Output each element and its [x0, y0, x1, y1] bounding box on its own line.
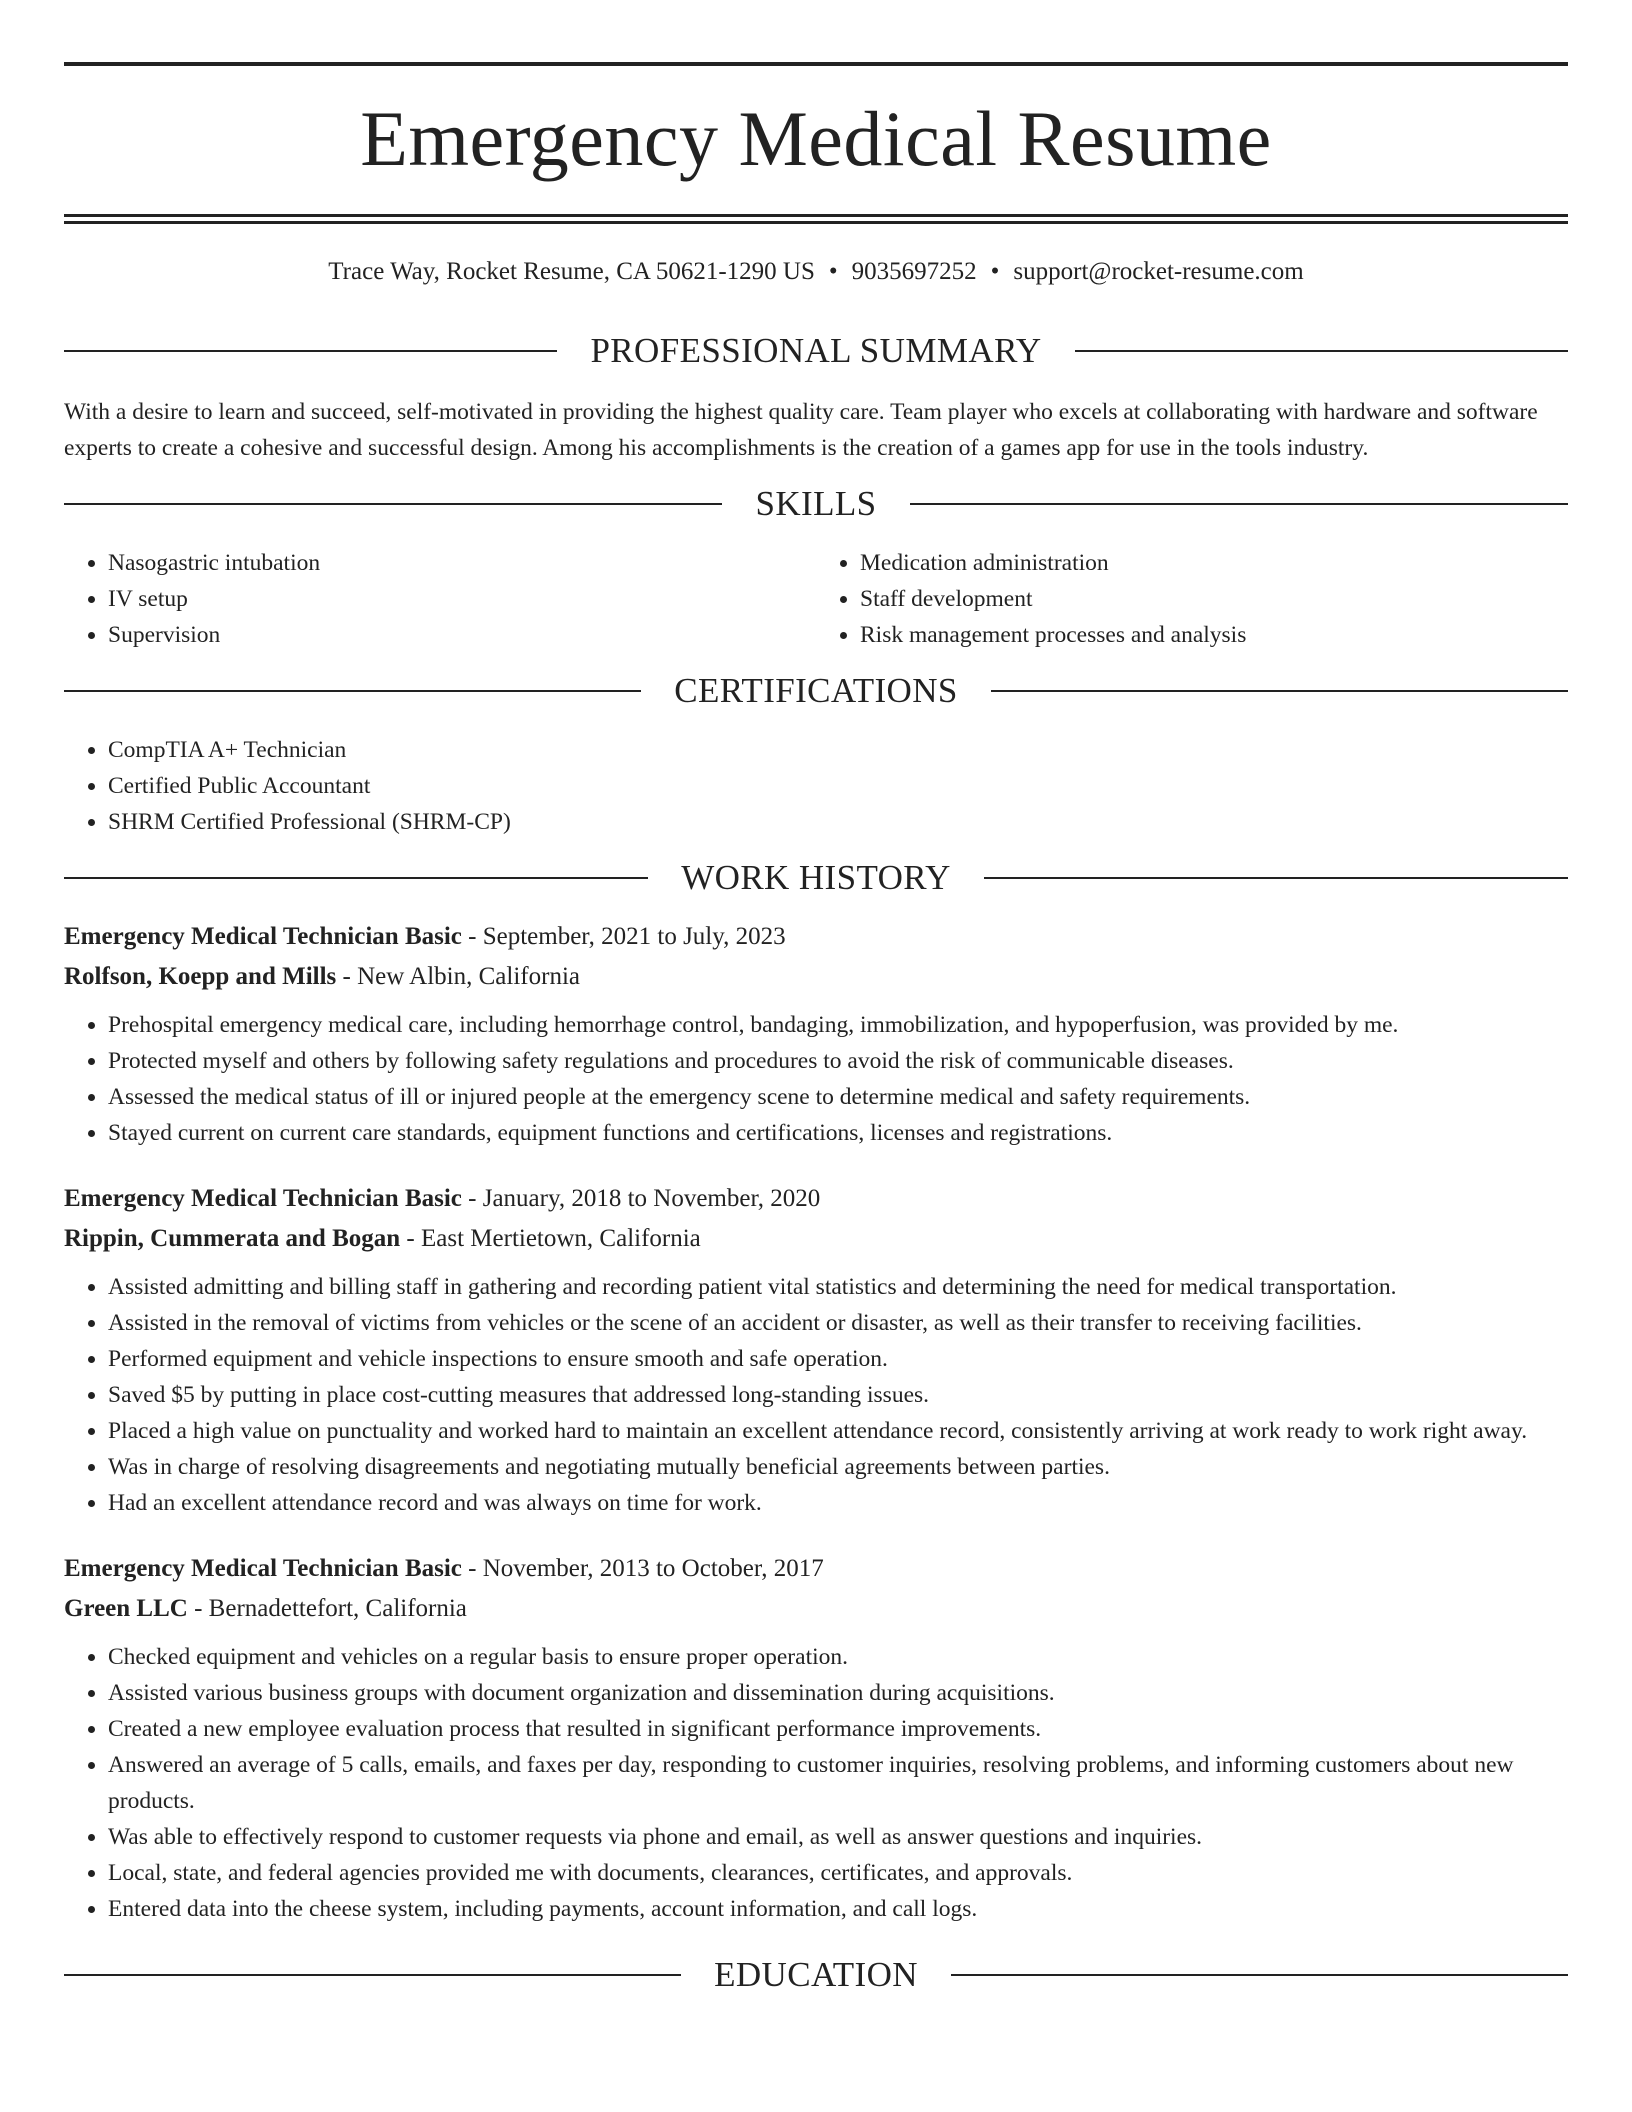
section-title: EDUCATION — [714, 1955, 918, 1994]
job-bullet: • Assisted various business groups with document organization and dissemination during acquisitions. — [108, 1675, 1568, 1711]
work-history-list — [64, 917, 1568, 1927]
job-bullet: • Had an excellent attendance record and was always on time for work. — [108, 1485, 1568, 1521]
resume-page — [64, 62, 1568, 1992]
job-bullet: • Performed equipment and vehicle inspections to ensure smooth and safe operation. — [108, 1341, 1568, 1377]
job-dates: - January, 2018 to November, 2020 — [461, 1185, 821, 1212]
section-heading-certifications — [64, 673, 1568, 708]
job-bullet: • Placed a high value on punctuality and worked hard to maintain an excellent attendance record, consistently arriving at work ready to work right away. — [108, 1413, 1568, 1449]
heading-rule — [64, 1974, 681, 1976]
job-bullets — [64, 1639, 1568, 1927]
job-bullet: • Assisted in the removal of victims from vehicles or the scene of an accident or disaster, as well as their transfer to receiving facilities. — [108, 1305, 1568, 1341]
job-company-line — [64, 1219, 1568, 1259]
section-heading-education — [64, 1957, 1568, 1992]
heading-rule — [991, 690, 1568, 692]
job-company: Green LLC — [64, 1595, 188, 1622]
skill-item: • Risk management processes and analysis — [860, 617, 1568, 653]
job-location: - East Mertietown, California — [400, 1225, 701, 1252]
heading-rule — [984, 877, 1568, 879]
job-bullet: • Saved $5 by putting in place cost-cutting measures that addressed long-standing issues. — [108, 1377, 1568, 1413]
resume-title: Emergency Medical Resume — [360, 95, 1272, 182]
heading-rule — [951, 1974, 1568, 1976]
contact-line — [64, 256, 1568, 288]
job-bullet: • Checked equipment and vehicles on a regular basis to ensure proper operation. — [108, 1639, 1568, 1675]
top-rule — [64, 62, 1568, 66]
job-entry — [64, 1549, 1568, 1927]
job-bullet: • Assisted admitting and billing staff in gathering and recording patient vital statistics and determining the need for medical transportation. — [108, 1269, 1568, 1305]
section-title: CERTIFICATIONS — [674, 671, 958, 710]
heading-rule — [910, 503, 1568, 505]
job-entry — [64, 1179, 1568, 1521]
summary-text: With a desire to learn and succeed, self-motivated in providing the highest quality care. Team player who excels at collaborating with hardware and software experts to create a cohesive and successful design. Among his accomplishments is the creation of a games app for use in the tools industry. — [64, 399, 1538, 461]
heading-rule — [64, 350, 557, 352]
heading-rule — [1075, 350, 1568, 352]
job-bullet: • Prehospital emergency medical care, including hemorrhage control, bandaging, immobilization, and hypoperfusion, was provided by me. — [108, 1007, 1568, 1043]
job-company: Rippin, Cummerata and Bogan — [64, 1225, 401, 1252]
job-bullet: • Answered an average of 5 calls, emails, and faxes per day, responding to customer inquiries, resolving problems, and informing customers about new products. — [108, 1747, 1568, 1819]
title-double-rule — [64, 214, 1568, 224]
job-bullet: • Stayed current on current care standards, equipment functions and certifications, licenses and registrations. — [108, 1115, 1568, 1151]
heading-rule — [64, 503, 722, 505]
job-title: Emergency Medical Technician Basic — [64, 1555, 462, 1582]
job-bullet: • Entered data into the cheese system, including payments, account information, and call logs. — [108, 1891, 1568, 1927]
contact-separator: • — [828, 258, 838, 285]
job-title: Emergency Medical Technician Basic — [64, 923, 462, 950]
heading-rule — [64, 877, 648, 879]
job-entry — [64, 917, 1568, 1151]
job-title-line — [64, 1549, 1568, 1589]
job-company-line — [64, 957, 1568, 997]
job-title-line — [64, 1179, 1568, 1219]
certification-item: • Certified Public Accountant — [108, 768, 1568, 804]
section-title: WORK HISTORY — [681, 858, 951, 897]
job-bullet: • Protected myself and others by following safety regulations and procedures to avoid the risk of communicable diseases. — [108, 1043, 1568, 1079]
contact-address: Trace Way, Rocket Resume, CA 50621-1290 US — [328, 258, 815, 285]
skill-item: • Nasogastric intubation — [108, 545, 816, 581]
skill-item: • Supervision — [108, 617, 816, 653]
job-company-line — [64, 1589, 1568, 1629]
job-location: - Bernadettefort, California — [187, 1595, 467, 1622]
job-bullet: • Created a new employee evaluation process that resulted in significant performance improvements. — [108, 1711, 1568, 1747]
contact-phone: 9035697252 — [851, 258, 977, 285]
job-dates: - November, 2013 to October, 2017 — [461, 1555, 824, 1582]
job-bullets — [64, 1269, 1568, 1521]
job-company: Rolfson, Koepp and Mills — [64, 963, 337, 990]
certification-item: • CompTIA A+ Technician — [108, 732, 1568, 768]
contact-separator: • — [990, 258, 1000, 285]
job-location: - New Albin, California — [336, 963, 580, 990]
section-heading-work — [64, 860, 1568, 895]
section-title: PROFESSIONAL SUMMARY — [590, 331, 1042, 370]
skills-grid — [64, 545, 1568, 653]
job-bullet: • Was in charge of resolving disagreements and negotiating mutually beneficial agreements between parties. — [108, 1449, 1568, 1485]
section-title: SKILLS — [755, 484, 877, 523]
job-title: Emergency Medical Technician Basic — [64, 1185, 462, 1212]
skill-item: • IV setup — [108, 581, 816, 617]
job-dates: - September, 2021 to July, 2023 — [461, 923, 786, 950]
job-bullet: • Local, state, and federal agencies provided me with documents, clearances, certificates, and approvals. — [108, 1855, 1568, 1891]
job-bullet: • Assessed the medical status of ill or injured people at the emergency scene to determine medical and safety requirements. — [108, 1079, 1568, 1115]
job-bullet: • Was able to effectively respond to customer requests via phone and email, as well as answer questions and inquiries. — [108, 1819, 1568, 1855]
skill-item: • Staff development — [860, 581, 1568, 617]
skill-item: • Medication administration — [860, 545, 1568, 581]
skills-list-left — [64, 545, 816, 653]
section-heading-skills — [64, 486, 1568, 521]
job-title-line — [64, 917, 1568, 957]
contact-email: support@rocket-resume.com — [1013, 258, 1304, 285]
heading-rule — [64, 690, 641, 692]
job-bullets — [64, 1007, 1568, 1151]
section-heading-summary — [64, 333, 1568, 368]
certification-item: • SHRM Certified Professional (SHRM-CP) — [108, 804, 1568, 840]
certifications-list — [64, 732, 1568, 840]
skills-list-right — [816, 545, 1568, 653]
